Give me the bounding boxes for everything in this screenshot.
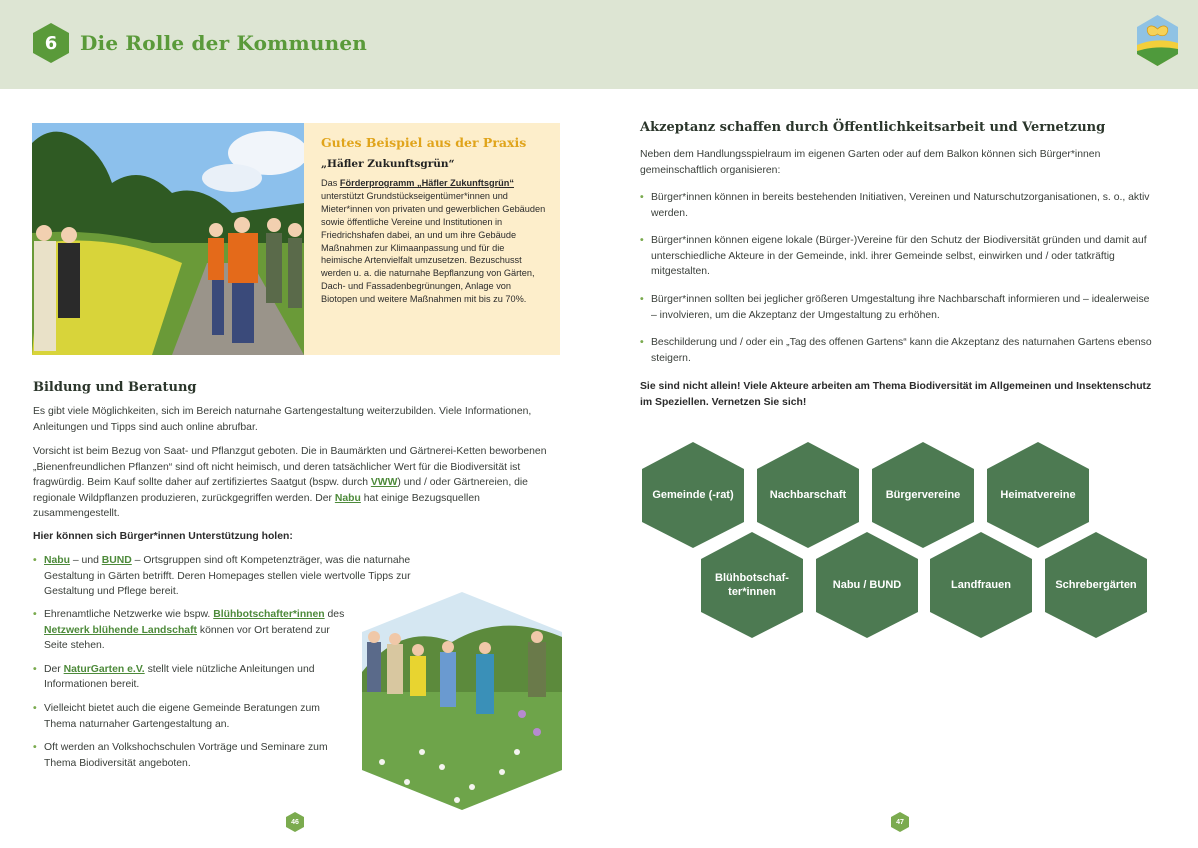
list-item: • Vielleicht bietet auch die eigene Gemeinde Beratungen zum Thema naturnaher Gartengestaltung an. (33, 701, 345, 732)
practice-subtitle: „Häfler Zukunftsgrün“ (321, 158, 455, 170)
practice-text: Das Förderprogramm „Häfler Zukunftsgrün“ unterstützt Grundstückseigentümer*innen und Mieter*innen von privaten und gewerblichen Gebäuden sowie öffentliche Vereine und Institutionen in Friedrichshafen dabei, an und um ihre Gebäude Maßnahmen zur Klimaanpassung und für die heimische Artenvielfalt umzusetzen. Bezuschusst werden u. a. die naturnahe Bepflanzung von Gärten, Dach- und Fassadenbegrünungen, Anlage von Biotopen und weitere Maßnahmen mit bis zu 70%. (321, 178, 546, 305)
nabu-group-link[interactable]: Nabu (44, 555, 70, 566)
hex-schrebergaerten: Schrebergärten (1055, 579, 1137, 591)
list-item: • Bürger*innen können eigene lokale (Bürger-)Vereine für den Schutz der Biodiversität gründen und damit auf unterschiedliche Akteure in der Gemeinde, inkl. ihrer Gemeinde selbst, einwirken und / oder tatkräftig mitgestalten. (640, 233, 1152, 280)
nabu-link[interactable]: Nabu (334, 492, 361, 504)
chapter-number: 6 (44, 32, 58, 54)
acceptance-list (640, 190, 1152, 366)
seed-paragraph: Vorsicht ist beim Bezug von Saat- und Pflanzgut geboten. Die in Baumärkten und Gärtnerei-Ketten beworbenen „Bienenfreundlichen Pflanzen“ sind oft nicht heimisch, und deren tatsächlicher Wert für die Biodiversität ist fragwürdig. Beim Kauf sollte daher auf zertifiziertes Saatgut (bspw. durch VWW) und / oder Gärtnereien, die regionale Wildpflanzen produzieren, zurückgegriffen werden. Der Nabu hat einige Bezugsquellen zusammengestellt. (33, 446, 547, 520)
vww-link[interactable]: VWW (370, 477, 398, 489)
page-number-right: 47 (891, 812, 909, 832)
list-item: • Oft werden an Volkshochschulen Vorträge und Seminare zum Thema Biodiversität angeboten. (33, 740, 345, 771)
list-item: • Ehrenamtliche Netzwerke wie bspw. Blühbotschafter*innen des Netzwerk blühende Landschaft können vor Ort beratend zur Seite stehen. (33, 607, 345, 654)
page-number-left: 46 (286, 812, 304, 832)
foerderprogramm-link[interactable]: Förderprogramm „Häfler Zukunftsgrün“ (339, 178, 514, 188)
list-item: • Beschilderung und / oder ein „Tag des offenen Gartens“ kann die Akzeptanz des naturnahen Gartens ebenso steigern. (640, 335, 1152, 366)
bluehbotschafter-link[interactable]: Blühbotschafter*innen (213, 609, 325, 620)
naturgarten-link[interactable]: NaturGarten e.V. (63, 663, 145, 675)
list-item: • Nabu – und BUND – Ortsgruppen sind oft Kompetenzträger, was die naturnahe Gestaltung in Gärten betrifft. Deren Homepages stellen viele wertvolle Tipps zur Gestaltung und Pflege bereit. (33, 553, 453, 600)
network-call: Sie sind nicht allein! Viele Akteure arbeiten am Thema Biodiversität im Allgemeinen und Insektenschutz im Speziellen. Vernetzen Sie sich! (640, 381, 1152, 408)
list-item: • Bürger*innen können in bereits bestehenden Initiativen, Vereinen und Naturschutzorganisationen, s. o., aktiv werden. (640, 190, 1152, 221)
hex-buergervereine: Bürgervereine (885, 489, 961, 501)
list-item: • Der NaturGarten e.V. stellt viele nützliche Anleitungen und Informationen bereit. (33, 662, 345, 693)
hex-bluehbotschafter: Blühbotschaf-ter*innen (715, 572, 789, 598)
hex-gemeinde: Gemeinde (-rat) (652, 489, 734, 501)
practice-heading: Gutes Beispiel aus der Praxis (321, 135, 527, 150)
acceptance-heading: Akzeptanz schaffen durch Öffentlichkeitsarbeit und Vernetzung (640, 120, 1106, 135)
support-list-lower (33, 607, 345, 771)
hex-nabu-bund: Nabu / BUND (832, 579, 902, 591)
bund-link[interactable]: BUND (101, 555, 132, 566)
practice-example-box (304, 123, 560, 355)
netzwerk-link[interactable]: Netzwerk blühende Landschaft (44, 624, 197, 636)
hex-nachbarschaft: Nachbarschaft (769, 489, 847, 501)
acceptance-intro: Neben dem Handlungsspielraum im eigenen Garten oder auf dem Balkon können sich Bürger*innen gemeinschaftlich organisieren: (640, 149, 1101, 176)
chapter-title: Die Rolle der Kommunen (80, 31, 368, 55)
group-hiking-photo (32, 123, 304, 355)
butterfly-logo-icon (1137, 15, 1178, 66)
meadow-group-photo (362, 592, 562, 810)
list-item: • Bürger*innen sollten bei jeglicher größeren Umgestaltung ihre Nachbarschaft informieren und – idealerweise – involvieren, um die Akzeptanz der Umgestaltung zu erhöhen. (640, 292, 1152, 323)
hex-landfrauen: Landfrauen (951, 579, 1011, 591)
hex-heimatvereine: Heimatvereine (1000, 489, 1076, 501)
education-paragraph: Es gibt viele Möglichkeiten, sich im Bereich naturnahe Gartengestaltung weiterzubilden. Viele Informationen, Anleitungen und Tipps sind auch online abrufbar. (33, 406, 532, 433)
support-heading: Hier können sich Bürger*innen Unterstützung holen: (33, 531, 293, 542)
actor-hexagon-diagram (640, 442, 1152, 642)
education-heading: Bildung und Beratung (33, 380, 197, 395)
